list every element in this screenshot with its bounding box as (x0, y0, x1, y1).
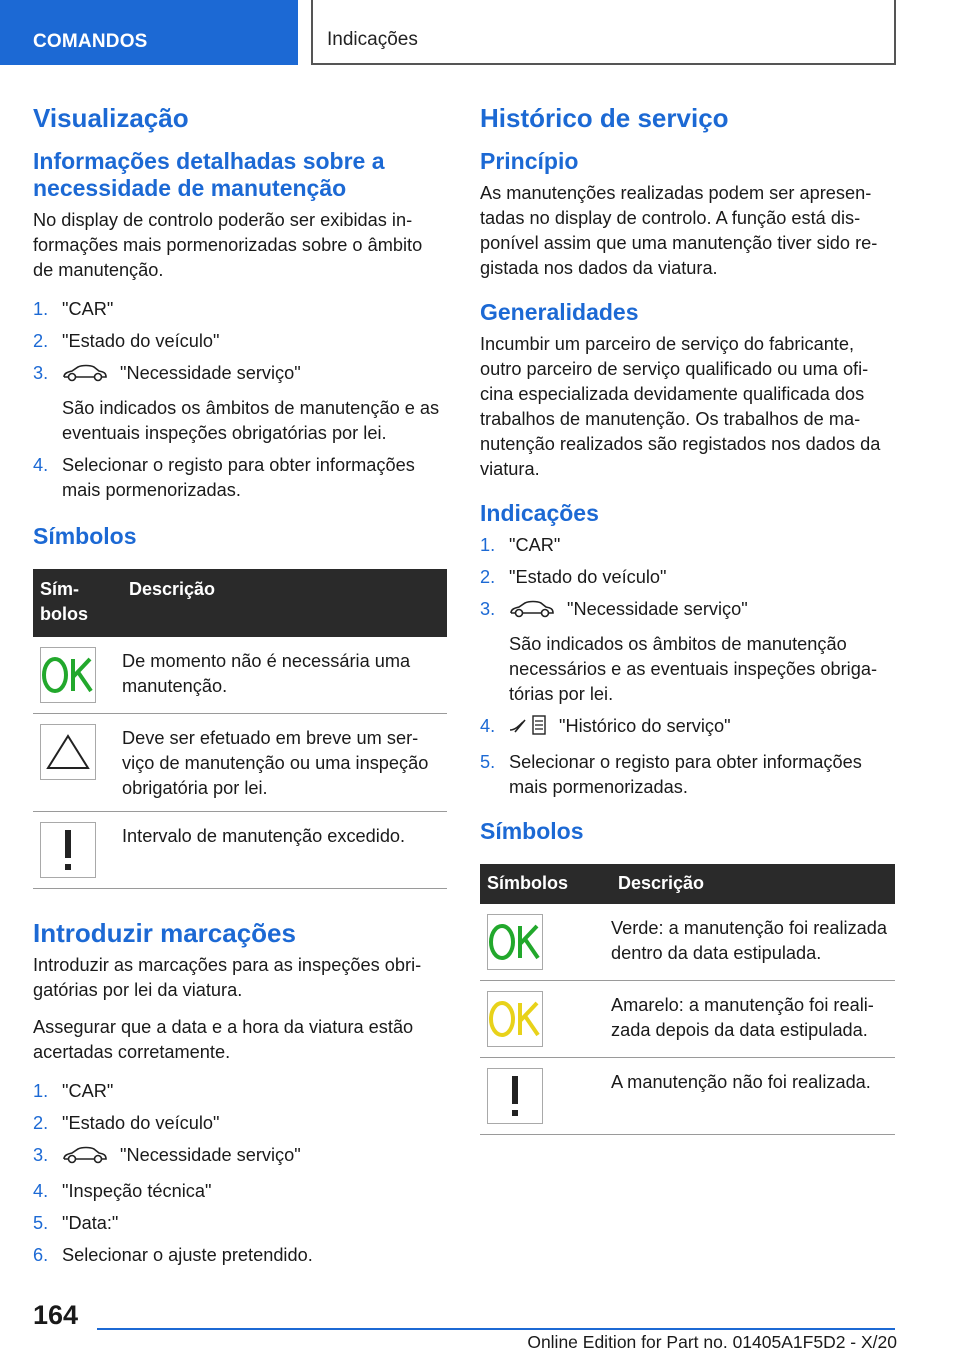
warning-triangle-icon (40, 724, 96, 780)
symbols-heading: Símbolos (33, 523, 137, 549)
detail-intro: No display de controlo poderão ser exibidas informações mais pormenorizadas sobre o âmbito de manutenção. (33, 210, 423, 280)
ok-yellow-icon (487, 991, 543, 1047)
step-note: São indicados os âmbitos de manutenção necessários e as eventuais inspeções obrigatórias por lei. (509, 634, 878, 704)
list-item: 6. Selecionar o ajuste pretendido. (33, 1245, 313, 1265)
history-title: Histórico de serviço (480, 103, 729, 133)
symbol-description: A manutenção não foi realizada. (611, 1058, 895, 1135)
detail-heading: Informações detalhadas sobre a necessidade de manutenção (33, 148, 385, 201)
subsection-tab (311, 0, 896, 65)
table-row (480, 904, 895, 981)
list-item: 5. Selecionar o registo para obter informações mais pormenorizadas. (480, 752, 862, 797)
list-item: 2. "Estado do veículo" (480, 567, 667, 587)
principle-heading: Princípio (480, 148, 579, 174)
general-heading: Generalidades (480, 299, 639, 325)
history-symbols-table (480, 864, 895, 1135)
car-service-icon (62, 363, 108, 390)
list-item: 3. "Necessidade serviço" (33, 1143, 447, 1172)
list-item: 4. Selecionar o registo para obter informações mais pormenorizadas. (33, 455, 415, 500)
general-text: Incumbir um parceiro de serviço do fabricante, outro parceiro de serviço qualificado ou uma oficina especializada devidamente qualificada dos trabalhos de manutenção. Os trabalhos de manutenção realizados são registados nos dados da viatura. (480, 334, 881, 479)
table-row (480, 1058, 895, 1135)
ok-green-icon (40, 647, 96, 703)
car-service-icon (62, 1145, 108, 1172)
detail-steps (33, 297, 447, 503)
footer-divider (97, 1328, 895, 1330)
table-row (33, 714, 447, 812)
col-header-description: Descrição (129, 579, 216, 599)
symbol-description: Intervalo de manutenção excedido. (122, 812, 447, 889)
edition-note: Online Edition for Part no. 01405A1F5D2 - X/20 (527, 1332, 897, 1352)
symbol-description: Verde: a manutenção foi realizada dentro da data estipulada. (611, 904, 895, 981)
ok-green-icon (487, 914, 543, 970)
subsection-label: Indicações (327, 29, 418, 50)
marks-steps (33, 1079, 447, 1268)
list-item: 1. "CAR" (33, 1081, 114, 1101)
col-header-description: Descrição (618, 873, 705, 893)
list-item: 3. "Necessidade serviço" São indicados os âmbitos de manutenção necessários e as eventuais inspeções obrigatórias por lei. (480, 597, 895, 707)
section-tab (0, 0, 298, 65)
car-service-icon (509, 599, 555, 626)
indications-steps (480, 533, 895, 800)
section-label: COMANDOS (33, 31, 148, 52)
list-item: 2. "Estado do veículo" (33, 1113, 220, 1133)
principle-text: As manutenções realizadas podem ser apresentadas no display de controlo. A função está disponível assim que uma manutenção tiver sido registada nos dados da viatura. (480, 183, 878, 278)
list-item: 1. "CAR" (33, 299, 114, 319)
symbol-description: Amarelo: a manutenção foi realizada depois da data estipulada. (611, 981, 895, 1058)
list-item: 1. "CAR" (480, 535, 561, 555)
col-header-symbols: Símbolos (487, 873, 569, 893)
symbol-description: Deve ser efetuado em breve um serviço de manutenção ou uma inspeção obrigatória por lei. (122, 714, 447, 812)
symbols-table (33, 569, 447, 889)
page-number: 164 (33, 1300, 79, 1330)
exclamation-icon (40, 822, 96, 878)
col-header-symbols: Símbolos (40, 579, 88, 624)
table-row (33, 812, 447, 889)
service-history-icon (509, 714, 547, 743)
list-item: 2. "Estado do veículo" (33, 331, 220, 351)
step-note: São indicados os âmbitos de manutenção e as eventuais inspeções obrigatórias por lei. (62, 398, 440, 443)
right-column (480, 100, 895, 1135)
indications-heading: Indicações (480, 500, 599, 526)
marks-paragraph-1: Introduzir as marcações para as inspeções obrigatórias por lei da viatura. (33, 955, 422, 1000)
symbol-description: De momento não é necessária uma manutenção. (122, 637, 447, 714)
left-column (33, 100, 447, 1275)
list-item: 3. "Necessidade serviço" São indicados os âmbitos de manutenção e as eventuais inspeções obrigatórias por lei. (33, 361, 447, 446)
exclamation-icon (487, 1068, 543, 1124)
table-row (33, 637, 447, 714)
list-item: 4. "Inspeção técnica" (33, 1181, 212, 1201)
marks-title: Introduzir marcações (33, 918, 296, 948)
list-item: 4. "Histórico do serviço" (480, 714, 895, 743)
visualizacao-title: Visualização (33, 103, 189, 133)
symbols-heading: Símbolos (480, 818, 584, 844)
marks-paragraph-2: Assegurar que a data e a hora da viatura estão acertadas corretamente. (33, 1017, 414, 1062)
list-item: 5. "Data:" (33, 1213, 119, 1233)
table-row (480, 981, 895, 1058)
